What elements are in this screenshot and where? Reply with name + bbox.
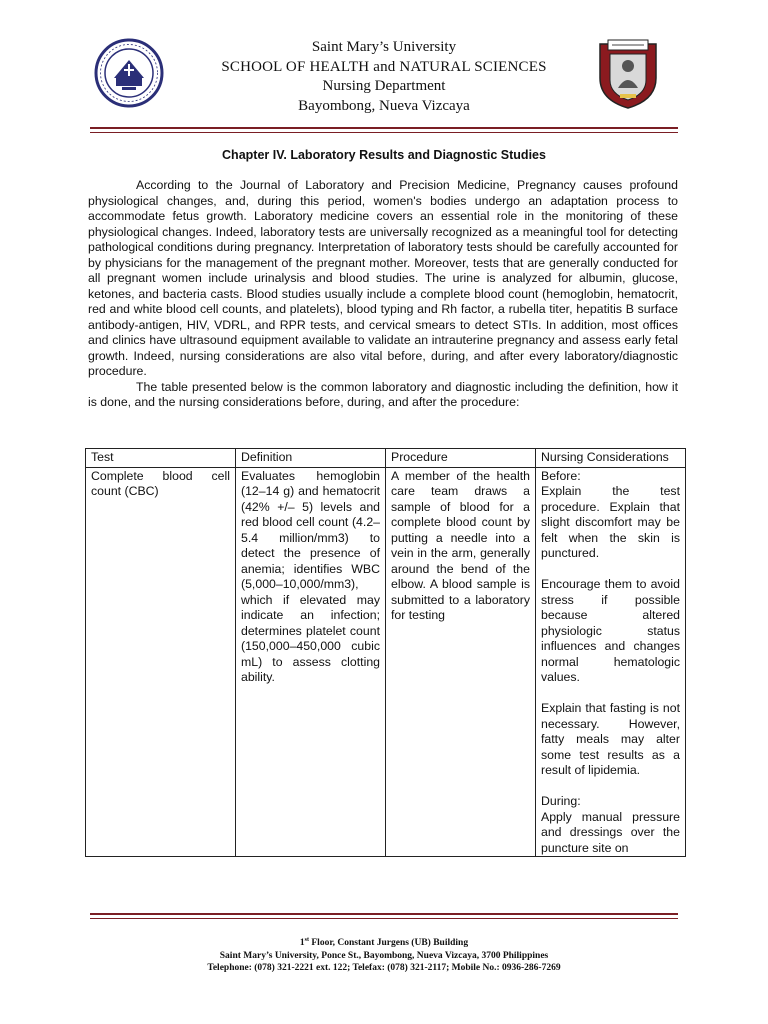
school-name: SCHOOL OF HEALTH and NATURAL SCIENCES <box>221 58 547 75</box>
footer-contact: Telephone: (078) 321-2221 ext. 122; Telefax: (078) 321-2117; Mobile No.: 0936-286-7269 <box>207 963 561 974</box>
nursing-before: Before: Explain the test procedure. Explain that slight discomfort may be felt when the skin is punctured. <box>541 468 680 560</box>
footer <box>0 934 768 975</box>
nursing-fasting: Explain that fasting is not necessary. However, fatty meals may alter some test results as a result of lipidemia. <box>541 701 680 777</box>
paragraph-intro: According to the Journal of Laboratory and Precision Medicine, Pregnancy causes profound physiological changes, and, during this period, women's bodies undergo an adaptation process to accommodate fetus growth. Laboratory medicine covers an essential role in the monitoring of these physiological changes. Indeed, laboratory tests are universally recognized as a meaningful tool for detecting pathological conditions during pregnancy. Interpretation of laboratory tests should be carefully accounted for by physicians for the management of the pregnant mother. Moreover, tests that are generally conducted for all pregnant women include urinalysis and blood studies. The urine is analyzed for albumin, glucose, ketones, and bacteria casts. Blood studies usually include a complete blood count (hemoglobin, hematocrit, red and white blood cell counts, and platelets), blood typing and Rh factor, a rubella titer, hepatitis B surface antibody-antigen, HIV, VDRL, and RPR tests, and cervical smears to detect STIs. In addition, most offices and clinics have ultrasound equipment available to validate an intrauterine pregnancy and assess early fetal growth. Indeed, nursing considerations are also vital before, during, and after every laboratory/diagnostic procedure. <box>88 178 678 378</box>
cell-procedure: A member of the health care team draws a sample of blood for a complete blood count by putting a needle into a vein in the arm, generally around the bend of the elbow. A blood sample is submitted to a laboratory for testing <box>386 467 536 857</box>
cell-definition: Evaluates hemoglobin (12–14 g) and hematocrit (42% +/– 5) levels and red blood cell count (4.2–5.4 million/mm3) to detect the presence of anemia; identifies WBC (5,000–10,000/mm3), which if elevated may indicate an infection; determines platelet count (150,000–450,000 cubic mL) to assess clotting ability. <box>236 467 386 857</box>
col-header-definition: Definition <box>236 449 386 468</box>
university-seal-logo <box>94 38 164 108</box>
nursing-during: During: Apply manual pressure and dressings over the puncture site on <box>541 794 680 855</box>
table-row <box>86 467 686 857</box>
footer-divider-thin <box>90 918 678 919</box>
col-header-procedure: Procedure <box>386 449 536 468</box>
footer-divider-thick <box>90 913 678 915</box>
table-header-row <box>86 449 686 468</box>
footer-address: Saint Mary’s University, Ponce St., Bayombong, Nueva Vizcaya, 3700 Philippines <box>219 950 549 961</box>
paragraph-table-intro: The table presented below is the common laboratory and diagnostic including the definition, how it is done, and the nursing considerations before, during, and after the procedure: <box>88 379 678 409</box>
body-text <box>88 178 678 411</box>
school-shield-crest-logo <box>596 38 660 110</box>
cell-test: Complete blood cell count (CBC) <box>86 467 236 857</box>
chapter-title: Chapter IV. Laboratory Results and Diagnostic Studies <box>222 148 546 162</box>
header-divider-thick <box>90 127 678 129</box>
header-divider-thin <box>90 132 678 133</box>
col-header-nursing: Nursing Considerations <box>536 449 686 468</box>
letterhead-text <box>170 38 598 116</box>
nursing-stress: Encourage them to avoid stress if possible because altered physiologic status influences and changes normal hematologic values. <box>541 577 680 684</box>
location: Bayombong, Nueva Vizcaya <box>298 97 470 114</box>
lab-results-table <box>85 448 686 857</box>
cell-nursing <box>536 467 686 857</box>
department-name: Nursing Department <box>322 78 446 94</box>
footer-building: 1st Floor, Constant Jurgens (UB) Building <box>299 937 469 949</box>
letterhead <box>0 0 768 130</box>
col-header-test: Test <box>86 449 236 468</box>
university-name: Saint Mary’s University <box>311 39 457 55</box>
